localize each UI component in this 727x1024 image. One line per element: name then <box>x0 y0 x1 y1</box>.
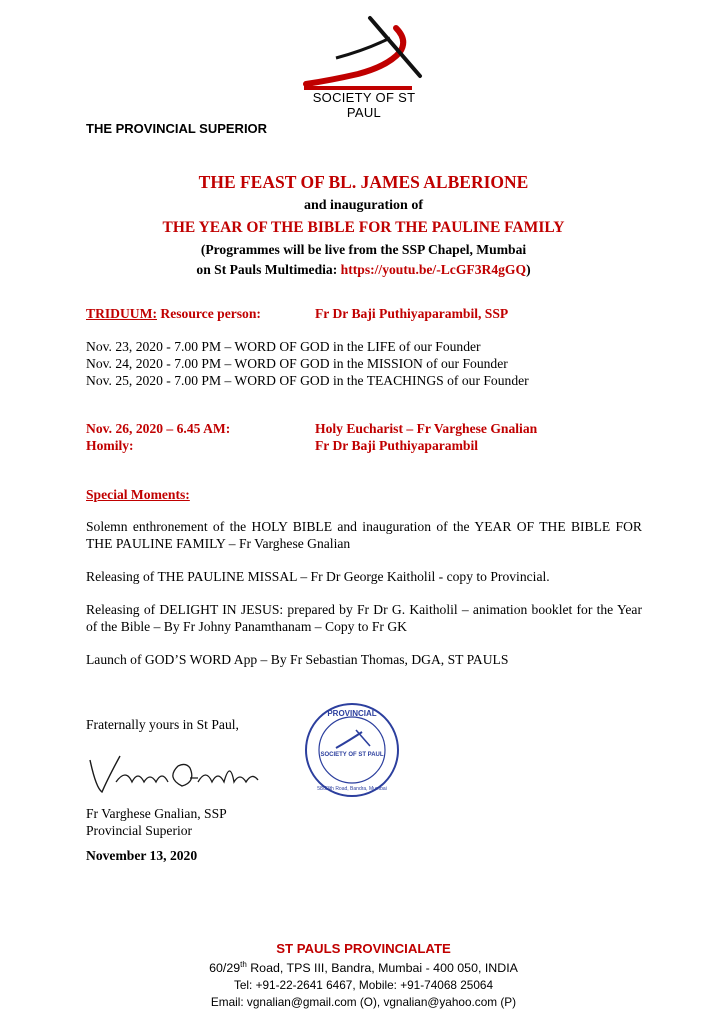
homily-label: Homily: <box>86 438 134 453</box>
triduum-item: Nov. 24, 2020 - 7.00 PM – WORD OF GOD in the MISSION of our Founder <box>86 356 508 371</box>
office-heading: THE PROVINCIAL SUPERIOR <box>86 121 268 136</box>
footer-phone: Tel: +91-22-2641 6467, Mobile: +91-74068 25064 <box>233 978 494 992</box>
org-logo <box>296 14 432 120</box>
multimedia-prefix: on St Pauls Multimedia: <box>196 262 341 277</box>
footer-org: ST PAULS PROVINCIALATE <box>276 941 451 956</box>
multimedia-suffix: ) <box>526 262 531 277</box>
society-logo-icon <box>296 14 432 92</box>
triduum-item: Nov. 23, 2020 - 7.00 PM – WORD OF GOD in the LIFE of our Founder <box>86 339 481 354</box>
homily-preacher: Fr Dr Baji Puthiyaparambil <box>315 438 479 453</box>
feast-title: THE FEAST OF BL. JAMES ALBERIONE <box>198 172 529 192</box>
provincial-stamp <box>302 700 402 800</box>
multimedia-line <box>0 262 727 278</box>
stamp-seal-icon <box>302 700 402 800</box>
triduum-label: TRIDUUM: <box>86 306 157 321</box>
footer-email: Email: vgnalian@gmail.com (O), vgnalian@yahoo.com (P) <box>210 995 517 1009</box>
eucharist-celebrant: Holy Eucharist – Fr Varghese Gnalian <box>315 421 538 436</box>
address-number: 60/29 <box>209 961 241 976</box>
youtube-link[interactable]: https://youtu.be/-LcGF3R4gGQ <box>340 262 527 277</box>
org-name: SOCIETY OF ST PAUL <box>312 90 416 120</box>
programme-note: (Programmes will be live from the SSP Chapel, Mumbai <box>200 242 527 257</box>
special-item: Releasing of THE PAULINE MISSAL – Fr Dr George Kaitholil - copy to Provincial. <box>86 569 550 584</box>
resource-label: Resource person: <box>156 306 261 321</box>
eucharist-date: Nov. 26, 2020 – 6.45 AM: <box>86 421 231 436</box>
special-item: Launch of GOD’S WORD App – By Fr Sebastian Thomas, DGA, ST PAULS <box>86 652 509 667</box>
address-suffix: th <box>240 960 247 969</box>
special-item: Releasing of DELIGHT IN JESUS: prepared by Fr Dr G. Kaitholil – animation booklet for the Year of the Bible – By Fr Johny Panamthanam – Copy to Fr GK <box>86 602 642 634</box>
special-item: Solemn enthronement of the HOLY BIBLE and inauguration of the YEAR OF THE BIBLE FOR THE PAULINE FAMILY – Fr Varghese Gnalian <box>86 519 642 551</box>
signatory-role: Provincial Superior <box>86 823 193 838</box>
stamp-bottom-text: 58/23th Road, Bandra, Mumbai <box>317 786 387 792</box>
salutation: Fraternally yours in St Paul, <box>86 717 239 732</box>
triduum-header <box>86 305 261 322</box>
stamp-center-text: SOCIETY OF ST PAUL <box>320 752 384 758</box>
signature <box>86 748 266 796</box>
resource-person: Fr Dr Baji Puthiyaparambil, SSP <box>315 306 509 321</box>
signature-icon <box>86 748 266 796</box>
triduum-item: Nov. 25, 2020 - 7.00 PM – WORD OF GOD in the TEACHINGS of our Founder <box>86 373 529 388</box>
address-rest: Road, TPS III, Bandra, Mumbai - 400 050, INDIA <box>246 961 518 976</box>
letter-date: November 13, 2020 <box>86 848 198 863</box>
year-title: THE YEAR OF THE BIBLE FOR THE PAULINE FAMILY <box>162 219 565 236</box>
title-subline: and inauguration of <box>303 198 424 213</box>
special-moments-heading: Special Moments: <box>86 487 190 502</box>
stamp-top-text: PROVINCIAL <box>327 709 377 718</box>
signatory-name: Fr Varghese Gnalian, SSP <box>86 806 227 821</box>
footer-address <box>0 960 727 975</box>
